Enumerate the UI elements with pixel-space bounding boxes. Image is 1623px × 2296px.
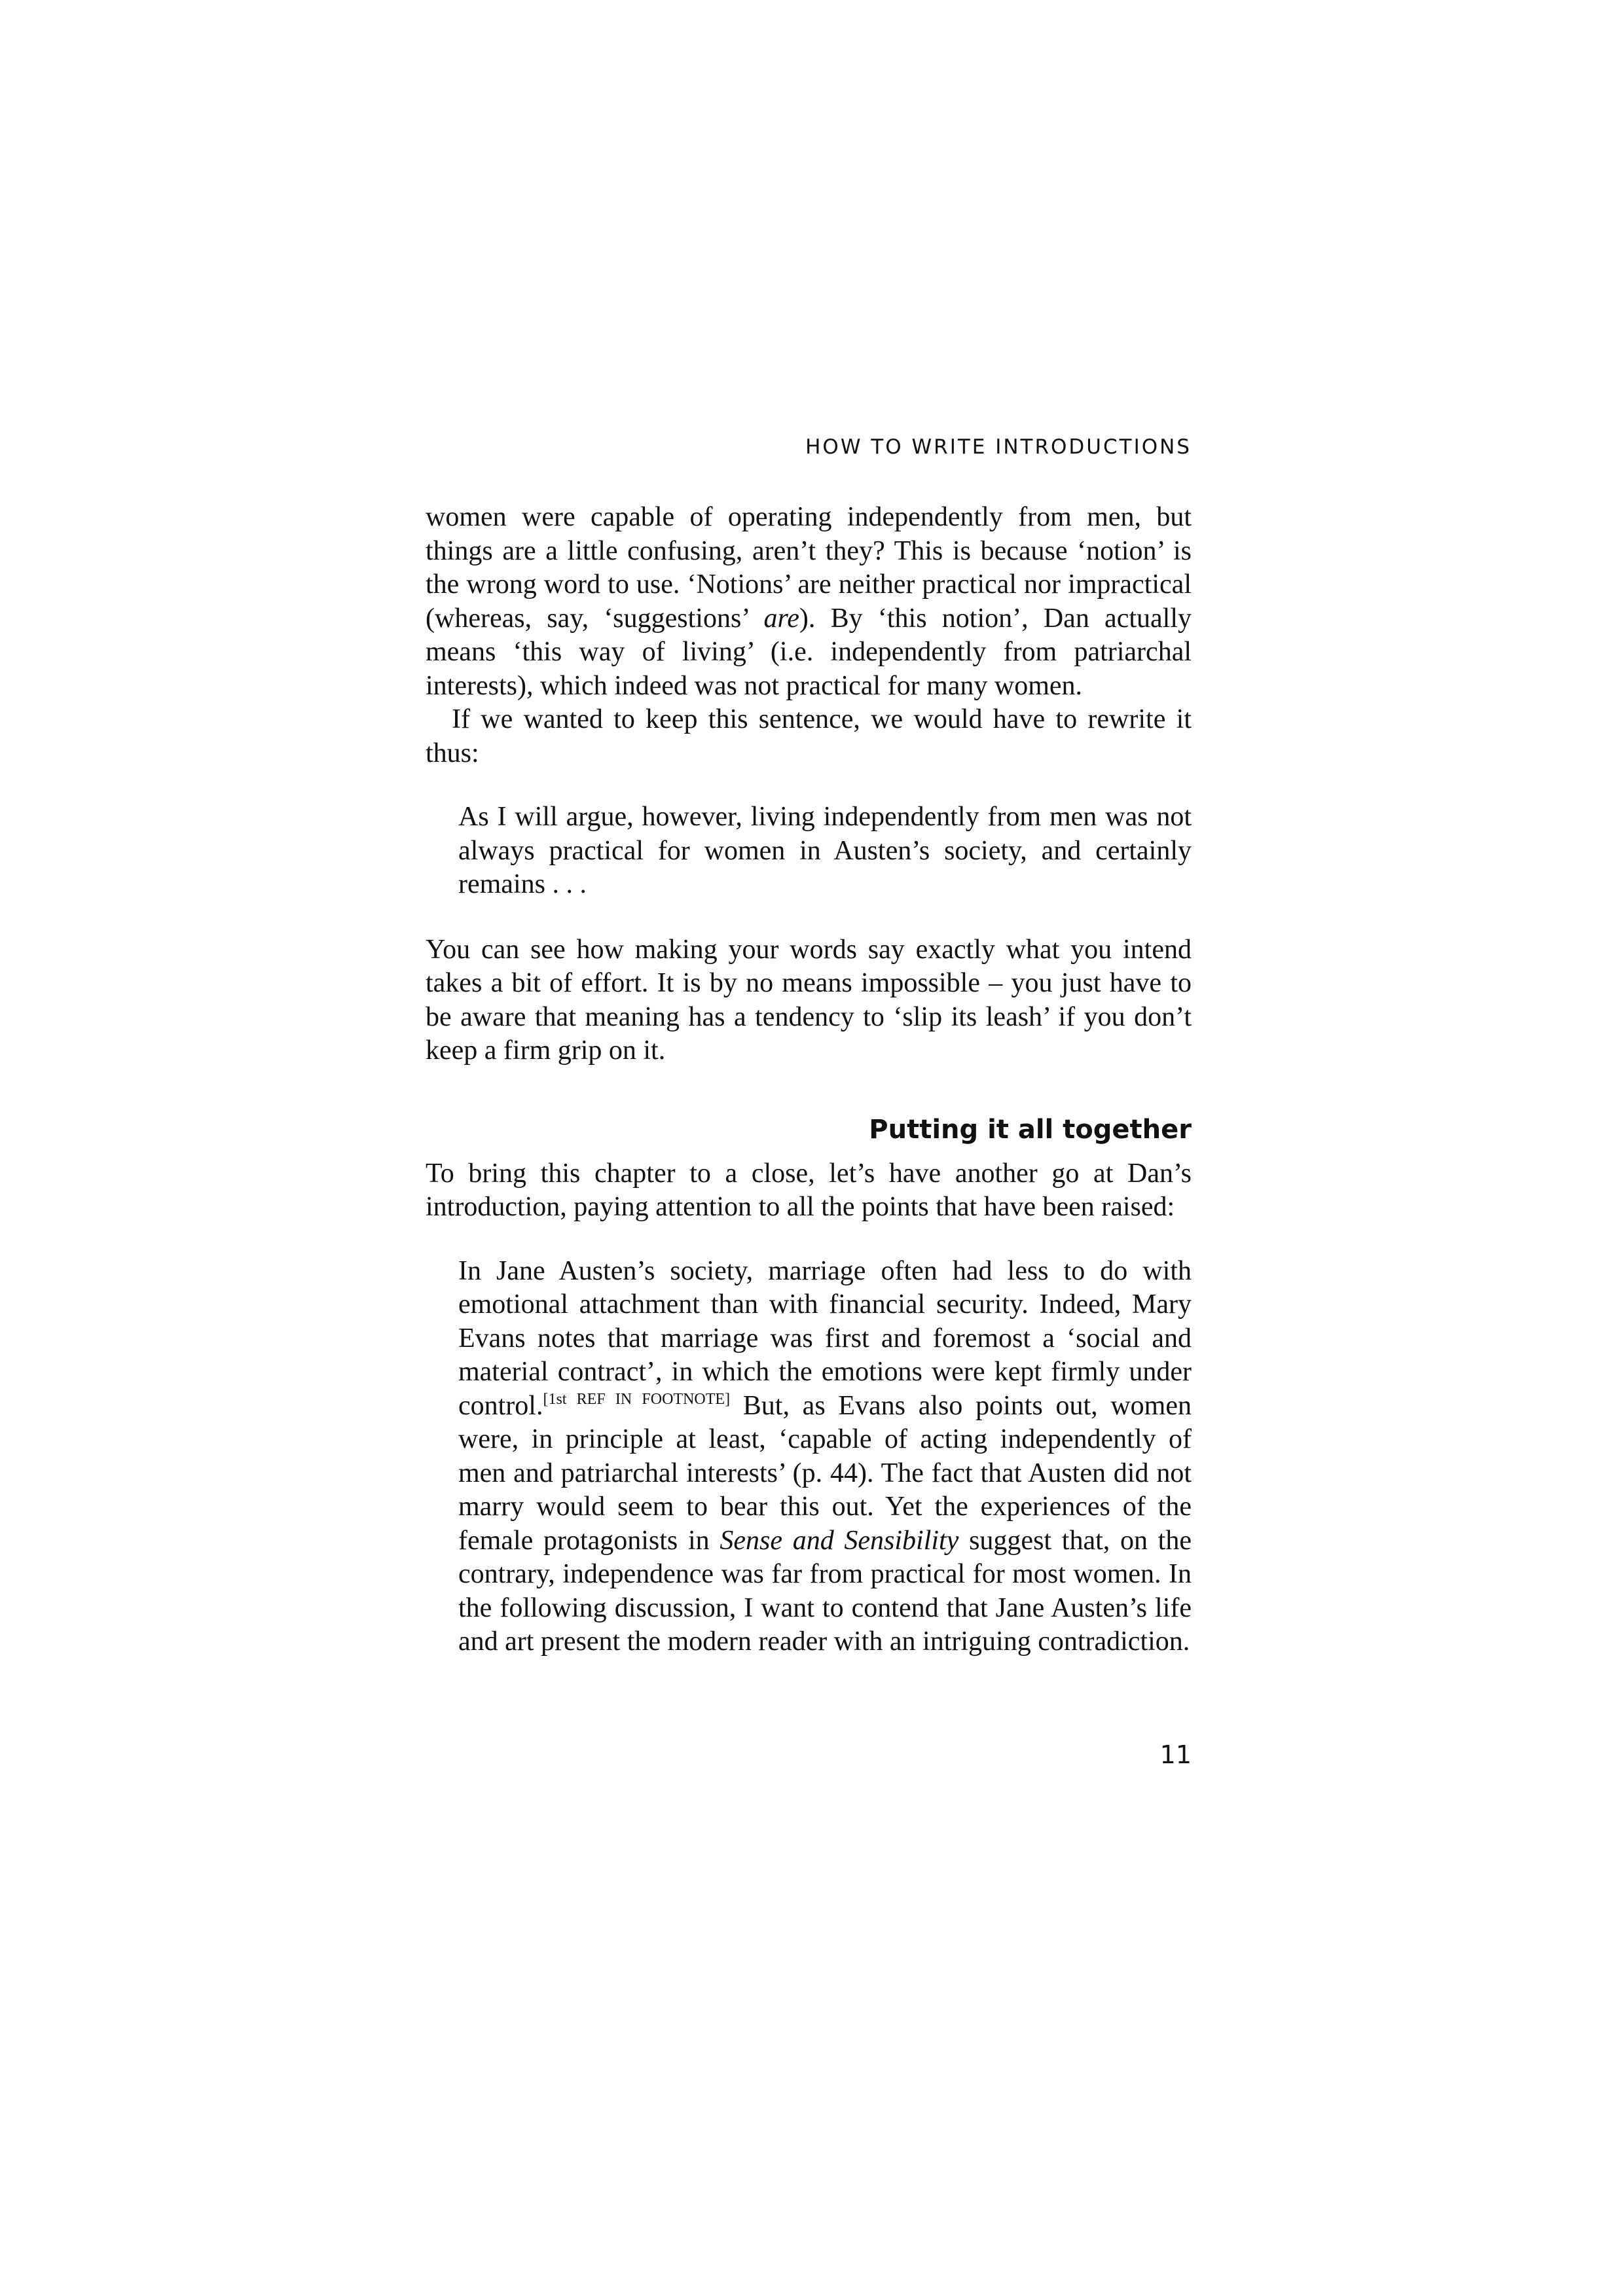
block-quote-rewrite: As I will argue, however, living independently from men was not always practical for women in Austen’s society, and certainly remains . . . bbox=[458, 802, 1192, 899]
emphasis-text: are bbox=[763, 603, 799, 634]
paragraph-rewrite-intro: If we wanted to keep this sentence, we would have to rewrite it thus: bbox=[426, 704, 1192, 768]
quote-text: But, as Evans also points out, women were, in principle at least, ‘capable of acting independently of men and patriarchal interests’ (p. 44). The fact that Austen did not marry would seem to bear this out. Yet the experiences of the female protagonists in bbox=[458, 1390, 1192, 1556]
running-head: HOW TO WRITE INTRODUCTIONS bbox=[805, 435, 1192, 459]
paragraph-effort: You can see how making your words say exactly what you intend takes a bit of effort. It is by no means impossible – you just have to be aware that meaning has a tendency to ‘slip its leash’ if you don’t keep a firm grip on it. bbox=[426, 934, 1192, 1066]
quote-text: In Jane Austen’s society, marriage often had less to do with emotional attachment than with financial security. Indeed, Mary Evans notes that marriage was first and foremost a ‘social and material contract’, in which the emotions were kept firmly under control. bbox=[458, 1255, 1192, 1421]
footnote-marker: [1st REF IN FOOTNOTE] bbox=[543, 1390, 731, 1408]
paragraph-text: ). By ‘this notion’, Dan actually means ‘this way of living’ (i.e. independently from patriarchal interests), which indeed was not practical for many women. bbox=[426, 603, 1192, 701]
body-text bbox=[426, 501, 1192, 1659]
paragraph-text: women were capable of operating independently from men, but things are a little confusing, aren’t they? This is because ‘notion’ is the wrong word to use. ‘Notions’ are neither practical nor impractical (whereas, say, ‘suggestions’ bbox=[426, 502, 1192, 634]
book-title: Sense and Sensibility bbox=[720, 1525, 959, 1556]
paragraph-continuation bbox=[426, 501, 1192, 703]
block-quote-introduction bbox=[458, 1255, 1192, 1659]
paragraph-chapter-close: To bring this chapter to a close, let’s have another go at Dan’s introduction, paying attention to all the points that have been raised: bbox=[426, 1158, 1192, 1222]
section-heading: Putting it all together bbox=[869, 1114, 1192, 1145]
page-number: 11 bbox=[1159, 1740, 1192, 1769]
quote-text: suggest that, on the contrary, independence was far from practical for most women. In the following discussion, I want to contend that Jane Austen’s life and art present the modern reader with an intriguing contradiction. bbox=[458, 1525, 1192, 1657]
